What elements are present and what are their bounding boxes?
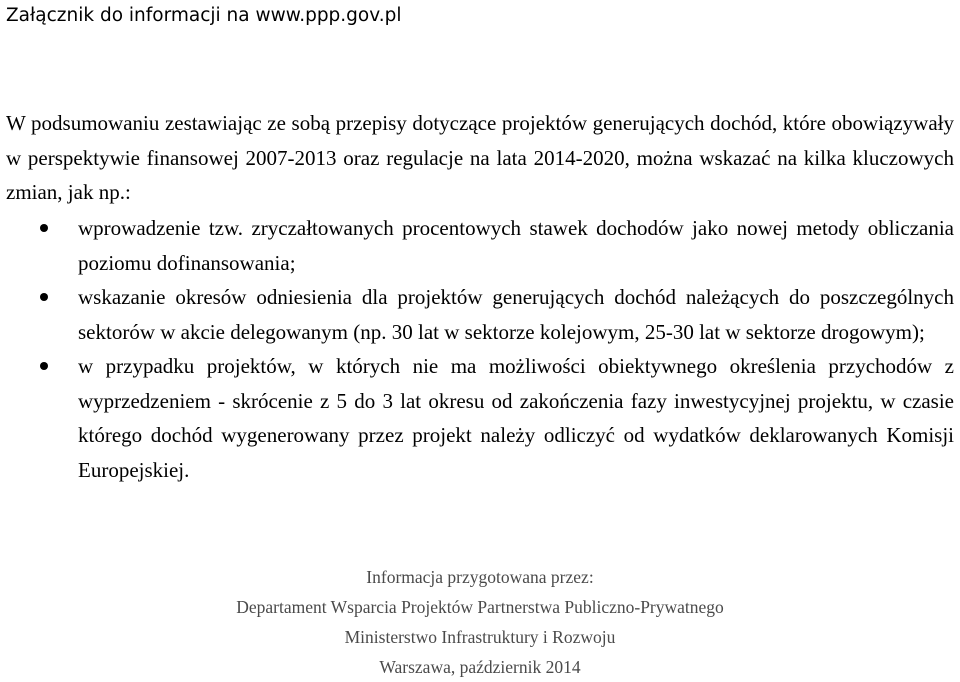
ministry-name: Ministerstwo Infrastruktury i Rozwoju <box>344 627 616 647</box>
bullet-icon <box>40 293 48 301</box>
list-item <box>0 211 960 280</box>
list-item-text: w przypadku projektów, w których nie ma możliwości obiektywnego określenia przychodów z wyprzedzeniem - skrócenie z 5 do 3 lat okresu od zakończenia fazy inwestycyjnej projektu, w czasie którego dochód wygenerowany przez projekt należy odliczyć od wydatków deklarowanych Komisji Europejskiej. <box>78 354 954 482</box>
intro-paragraph: W podsumowaniu zestawiając ze sobą przepisy dotyczące projektów generujących dochód, które obowiązywały w perspektywie finansowej 2007-2013 oraz regulacje na lata 2014-2020, można wskazać na kilka kluczowych zmian, jak np.: <box>6 111 954 204</box>
list-item-text: wskazanie okresów odniesienia dla projektów generujących dochód należących do poszczególnych sektorów w akcie delegowanym (np. 30 lat w sektorze kolejowym, 25-30 lat w sektorze drogowym); <box>78 285 954 344</box>
list-item <box>0 280 960 349</box>
list-item-text: wprowadzenie tzw. zryczałtowanych procentowych stawek dochodów jako nowej metody obliczania poziomu dofinansowania; <box>78 216 954 275</box>
bullet-icon <box>40 224 48 232</box>
place-date: Warszawa, październik 2014 <box>379 657 581 677</box>
footer-block <box>0 562 960 682</box>
prepared-by-label: Informacja przygotowana przez: <box>366 567 594 587</box>
changes-list <box>0 211 960 487</box>
bullet-icon <box>40 362 48 370</box>
list-item <box>0 349 960 487</box>
department-name: Departament Wsparcia Projektów Partnerstwa Publiczno-Prywatnego <box>236 597 724 617</box>
attachment-note: Załącznik do informacji na www.ppp.gov.pl <box>6 5 402 26</box>
